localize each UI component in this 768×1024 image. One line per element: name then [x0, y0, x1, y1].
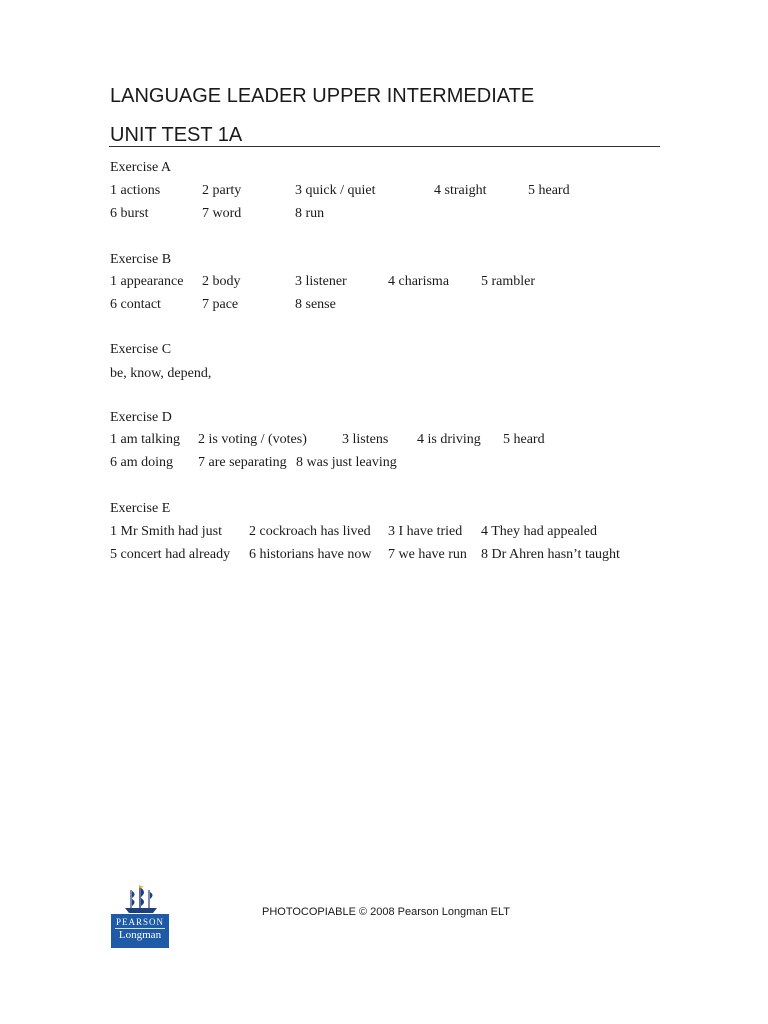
- answer-item: 2 party: [202, 183, 242, 198]
- answer-item: 3 I have tried: [388, 524, 463, 539]
- answer-item: 4 charisma: [388, 274, 450, 289]
- logo-brand: PEARSON: [115, 917, 164, 927]
- answer-item: 7 pace: [202, 297, 239, 312]
- pearson-longman-logo: [111, 884, 171, 950]
- logo-imprint: Longman: [118, 929, 162, 941]
- answer-item: 1 am talking: [110, 432, 180, 447]
- answer-item: 6 burst: [110, 206, 149, 221]
- unit-title: UNIT TEST 1A: [110, 124, 243, 146]
- answer-item: 3 quick / quiet: [295, 183, 376, 198]
- answer-item: 5 heard: [528, 183, 570, 198]
- answer-item: 5 concert had already: [110, 547, 231, 562]
- answer-item: 5 heard: [503, 432, 545, 447]
- answer-item: 6 am doing: [110, 455, 173, 470]
- answer-item: 7 are separating: [198, 455, 287, 470]
- answer-item: 8 sense: [295, 297, 336, 312]
- answer-item: 4 is driving: [417, 432, 481, 447]
- answer-item: 2 body: [202, 274, 241, 289]
- answer-item: 3 listener: [295, 274, 347, 289]
- answer-item: 5 rambler: [481, 274, 536, 289]
- answer-item: 7 word: [202, 206, 242, 221]
- exercise-title: Exercise A: [110, 160, 172, 175]
- answer-item: 8 Dr Ahren hasn’t taught: [481, 547, 620, 562]
- answer-item: 6 contact: [110, 297, 161, 312]
- answer-item: 4 They had appealed: [481, 524, 597, 539]
- answer-item: 2 is voting / (votes): [198, 432, 307, 447]
- answer-item: 1 actions: [110, 183, 161, 198]
- exercise-title: Exercise D: [110, 410, 172, 425]
- answer-item: 6 historians have now: [249, 547, 372, 562]
- answer-item: 1 appearance: [110, 274, 184, 289]
- document-title: LANGUAGE LEADER UPPER INTERMEDIATE: [110, 85, 535, 107]
- answer-item: 8 was just leaving: [296, 455, 397, 470]
- answer-item: 1 Mr Smith had just: [110, 524, 223, 539]
- exercise-title: Exercise B: [110, 252, 172, 267]
- copyright-notice: PHOTOCOPIABLE © 2008 Pearson Longman ELT: [262, 906, 510, 918]
- answer-item: 2 cockroach has lived: [249, 524, 371, 539]
- answer-item: 4 straight: [434, 183, 487, 198]
- ship-icon: [111, 884, 171, 914]
- answer-item: 8 run: [295, 206, 325, 221]
- answer-item: be, know, depend,: [110, 366, 212, 381]
- header-divider: [109, 146, 660, 147]
- exercise-title: Exercise C: [110, 342, 172, 357]
- answer-item: 7 we have run: [388, 547, 467, 562]
- exercise-title: Exercise E: [110, 501, 171, 516]
- answer-item: 3 listens: [342, 432, 389, 447]
